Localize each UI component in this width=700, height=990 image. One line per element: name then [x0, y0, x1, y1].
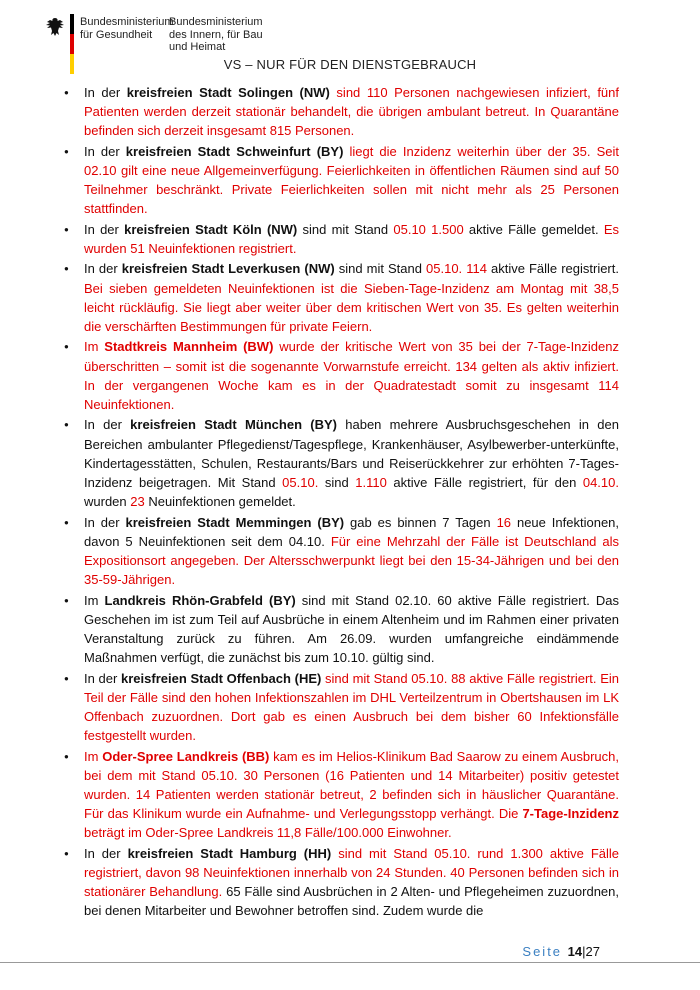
text-run: wurden	[84, 494, 131, 510]
text-run: sind 110 Personen nachgewiesen infiziert, fünf Patienten werden derzeit stationär behandelt, die übrigen ambulant betreut. In Quarantäne befinden sich derzeit insgesamt 815 Personen.	[84, 85, 619, 139]
ministry-interior	[169, 16, 263, 54]
text-run: kreisfreien Stadt Schweinfurt (BY)	[125, 143, 344, 159]
flag-red	[70, 34, 74, 54]
report-bullet-list	[84, 83, 619, 922]
footer-rule	[0, 962, 700, 963]
text-run: kreisfreien Stadt Offenbach (HE)	[121, 670, 322, 686]
text-run: kreisfreien Stadt Köln (NW)	[124, 221, 298, 237]
text-run: 1.110	[355, 475, 387, 490]
federal-eagle-icon	[44, 16, 66, 38]
page-separator: |	[582, 944, 586, 959]
text-run: 04.10.	[582, 475, 619, 490]
text-run: Im	[84, 592, 105, 608]
bullet-item	[84, 591, 619, 668]
text-run: Im	[84, 339, 105, 355]
text-run: sind mit Stand 02.10. 60 aktive Fälle registriert. Das Geschehen im ist zum Teil auf Ausbrüche in einem Altenheim und im Rahmen einer privaten Veranstaltung zurück zu führen. Am 26.09. wurden umfangreiche eindämmende Maßnahmen verfügt, die zunächst bis zum 10.10. gültig sind.	[84, 592, 619, 666]
text-run: aktive Fälle gemeldet.	[463, 221, 604, 237]
bullet-item	[84, 220, 619, 258]
ministry-interior-line: Bundesministerium	[169, 16, 263, 28]
ministry-interior-line: des Innern, für Bau	[169, 28, 263, 41]
text-run: In der	[84, 143, 126, 159]
text-run: kreisfreien Stadt Leverkusen (NW)	[121, 261, 335, 277]
text-run: Im	[84, 748, 103, 764]
text-run: In der	[84, 85, 127, 100]
text-run: liegt die Inzidenz weiterhin über der 35. Seit 02.10 gilt eine neue Allgemeinverfügung. Feierlichkeiten in öffentlichen Räumen sind auf 50 Teilnehmer beschränkt. Private Feierlichkeiten sollen mit nicht mehr als 25 Personen stattfinden.	[84, 143, 619, 217]
ministry-health-line: für Gesundheit	[80, 28, 153, 41]
text-run: 16	[496, 514, 512, 530]
text-run: kreisfreien Stadt München (BY)	[130, 417, 337, 433]
text-run: In der	[84, 261, 122, 277]
text-run: In der	[84, 221, 125, 237]
ministry-interior-line: und Heimat	[169, 41, 226, 53]
bullet-item	[84, 83, 619, 141]
text-run: Landkreis Rhön-Grabfeld (BY)	[104, 592, 296, 608]
bullet-item	[84, 337, 619, 414]
text-run: kam es im Helios-Klinikum Bad Saarow zu einem Ausbruch, bei dem mit Stand 05.10. 30 Personen (16 Patienten und 14 Mitarbeiter) positiv getestet wurden. 14 Patienten werden stationär betreut, 2 befinden sich in häuslicher Quarantäne. Für das Klinikum wurde ein Aufnahme- und Verlegungsstopp verhängt. Die	[84, 748, 619, 822]
text-run: haben mehrere Ausbruchsgeschehen in den Bereichen ambulanter Pflegedienst/Tagespflege, Krankenhäuser, Asylbewerber-unterkünfte, Kindertagesstätten, Schulen, Restaurants/Bars und Reiserückkehrer zur erhöhten 7-Tages-Inzidenz beigetragen. Mit Stand	[84, 417, 619, 490]
bullet-item	[84, 259, 619, 336]
text-run: sind mit Stand 05.10. rund 1.300 aktive Fälle registriert, davon 98 Neuinfektionen innerhalb von 24 Stunden. 40 Personen befinden sich in stationärer Behandlung.	[84, 845, 619, 900]
text-run: 23	[130, 494, 145, 510]
text-run: 05.10 1.500	[393, 221, 464, 237]
ministry-health	[80, 16, 174, 41]
bullet-item	[84, 513, 619, 590]
text-run: gab es binnen 7 Tagen	[344, 514, 497, 530]
bullet-item	[84, 844, 619, 921]
page-label: Seite	[522, 944, 563, 959]
text-run: kreisfreien Stadt Hamburg (HH)	[127, 845, 332, 861]
text-run: 7-Tage-Inzidenz	[522, 806, 619, 822]
classification-label: VS – NUR FÜR DEN DIENSTGEBRAUCH	[223, 57, 477, 72]
bullet-item	[84, 669, 619, 746]
page-footer	[522, 944, 600, 959]
text-run: In der	[84, 417, 131, 433]
text-run: sind	[318, 475, 356, 490]
page-number: 14	[567, 944, 583, 959]
text-run: Neuinfektionen gemeldet.	[144, 494, 296, 510]
text-run: neue Infektionen, davon 5 Neuinfektionen seit dem 04.10.	[84, 514, 620, 549]
text-run: kreisfreien Stadt Memmingen (BY)	[125, 514, 345, 530]
text-run: 65 Fälle sind Ausbrüchen in 2 Alten- und Pflegeheimen zuzuordnen, bei denen Mitarbeiter und Bewohner betroffen sind. Zudem wurde die	[84, 884, 619, 919]
text-run: sind mit Stand	[297, 221, 394, 237]
text-run: kreisfreien Stadt Solingen (NW)	[126, 85, 330, 100]
text-run: Bei sieben gemeldeten Neuinfektionen ist die Sieben-Tage-Inzidenz am Montag mit 38,5 leicht rückläufig. Sie liegt aber weiter über dem kritischen Wert von 35. Es gelten weiterhin die verschärften Bestimmungen für private Feiern.	[84, 280, 619, 334]
text-run: 05.10. 114	[426, 261, 487, 277]
text-run: Stadtkreis Mannheim (BW)	[104, 339, 274, 355]
text-run: sind mit Stand 05.10. 88 aktive Fälle registriert. Ein Teil der Fälle sind den hohen Infektionszahlen im DHL Verteilzentrum in Obertshausen im LK Offenbach zuzuordnen. Dort gab es einen Ausbruch bei dem bisher 60 Infektionsfälle festgestellt wurden.	[84, 670, 619, 744]
flag-black	[70, 14, 74, 34]
text-run: 05.10.	[282, 475, 319, 490]
text-run: aktive Fälle registriert, für den	[386, 475, 583, 490]
text-run: sind mit Stand	[334, 261, 427, 277]
bullet-item	[84, 747, 619, 843]
text-run: wurde der kritische Wert von 35 bei der 7-Tage-Inzidenz überschritten – somit ist die sogenannte Vorwarnstufe erreicht. 134 gelten als aktiv infiziert. In der vergangenen Woche kam es in der Quadratestadt somit zu insgesamt 114 Neuinfektionen.	[84, 339, 619, 412]
text-run: beträgt im Oder-Spree Landkreis 11,8 Fälle/100.000 Einwohner.	[84, 825, 452, 841]
text-run: In der	[84, 670, 122, 686]
text-run: Es wurden 51 Neuinfektionen registriert.	[84, 221, 620, 256]
bullet-item	[84, 415, 619, 511]
page-total: 27	[585, 944, 600, 959]
text-run: In der	[84, 845, 128, 861]
text-run: In der	[84, 514, 126, 530]
text-run: Für eine Mehrzahl der Fälle ist Deutschland als Expositionsort angegeben. Der Altersschwerpunkt liegt bei den 15-34-Jährigen und bei den 35-59-Jährigen.	[84, 533, 619, 588]
bullet-item	[84, 142, 619, 219]
text-run: aktive Fälle registriert.	[486, 261, 619, 277]
ministry-health-line: Bundesministerium	[80, 16, 174, 28]
text-run: Oder-Spree Landkreis (BB)	[102, 748, 270, 764]
